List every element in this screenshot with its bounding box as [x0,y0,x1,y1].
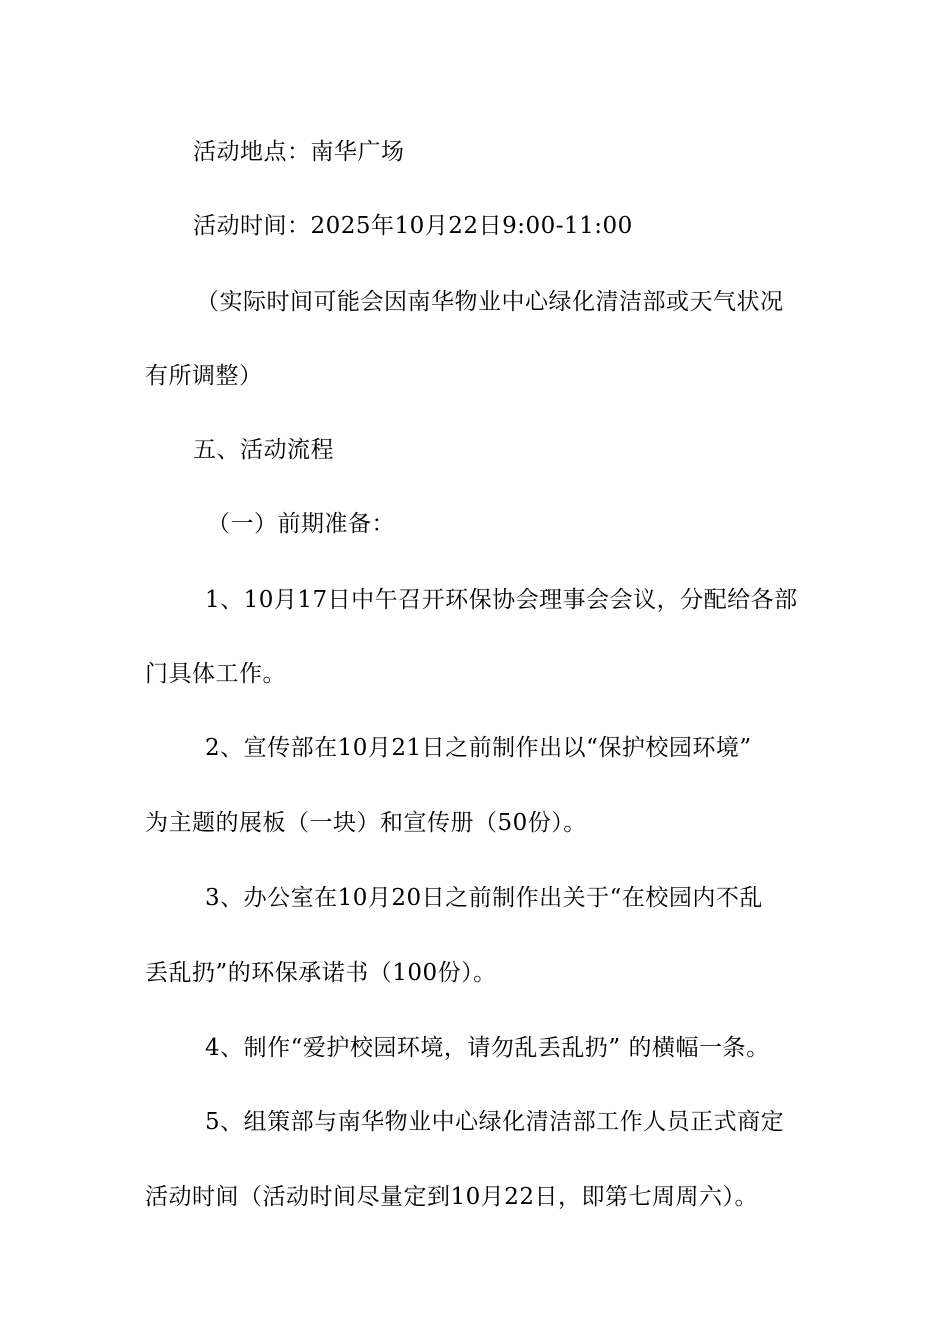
list-item-4: 4、制作“爱护校园环境，请勿乱丢乱扔” 的横幅一条。 [205,1035,770,1061]
time-note-line-1: （实际时间可能会因南华物业中心绿化清洁部或天气状况 [196,289,784,315]
list-item-2-line-1: 2、宣传部在10月21日之前制作出以“保护校园环境” [205,735,752,761]
list-item-5-line-2: 活动时间（活动时间尽量定到10月22日，即第七周周六）。 [145,1184,759,1210]
list-item-3-line-2: 丢乱扔”的环保承诺书（100份）。 [145,960,497,986]
time-note-line-2: 有所调整） [145,363,263,389]
list-item-3-line-1: 3、办公室在10月20日之前制作出关于“在校园内不乱 [205,885,763,911]
list-item-2-line-2: 为主题的展板（一块）和宣传册（50份）。 [145,810,587,836]
list-item-1-line-2: 门具体工作。 [145,661,286,687]
activity-location-line: 活动地点：南华广场 [193,139,405,165]
list-item-5-line-1: 5、组策部与南华物业中心绿化清洁部工作人员正式商定 [205,1109,785,1135]
subsection-heading: （一）前期准备： [207,511,395,537]
list-item-1-line-1: 1、10月17日中午召开环保协会理事会会议，分配给各部 [205,587,798,613]
activity-time-line: 活动时间：2025年10月22日9:00-11:00 [193,213,633,239]
section-heading: 五、活动流程 [193,437,334,463]
